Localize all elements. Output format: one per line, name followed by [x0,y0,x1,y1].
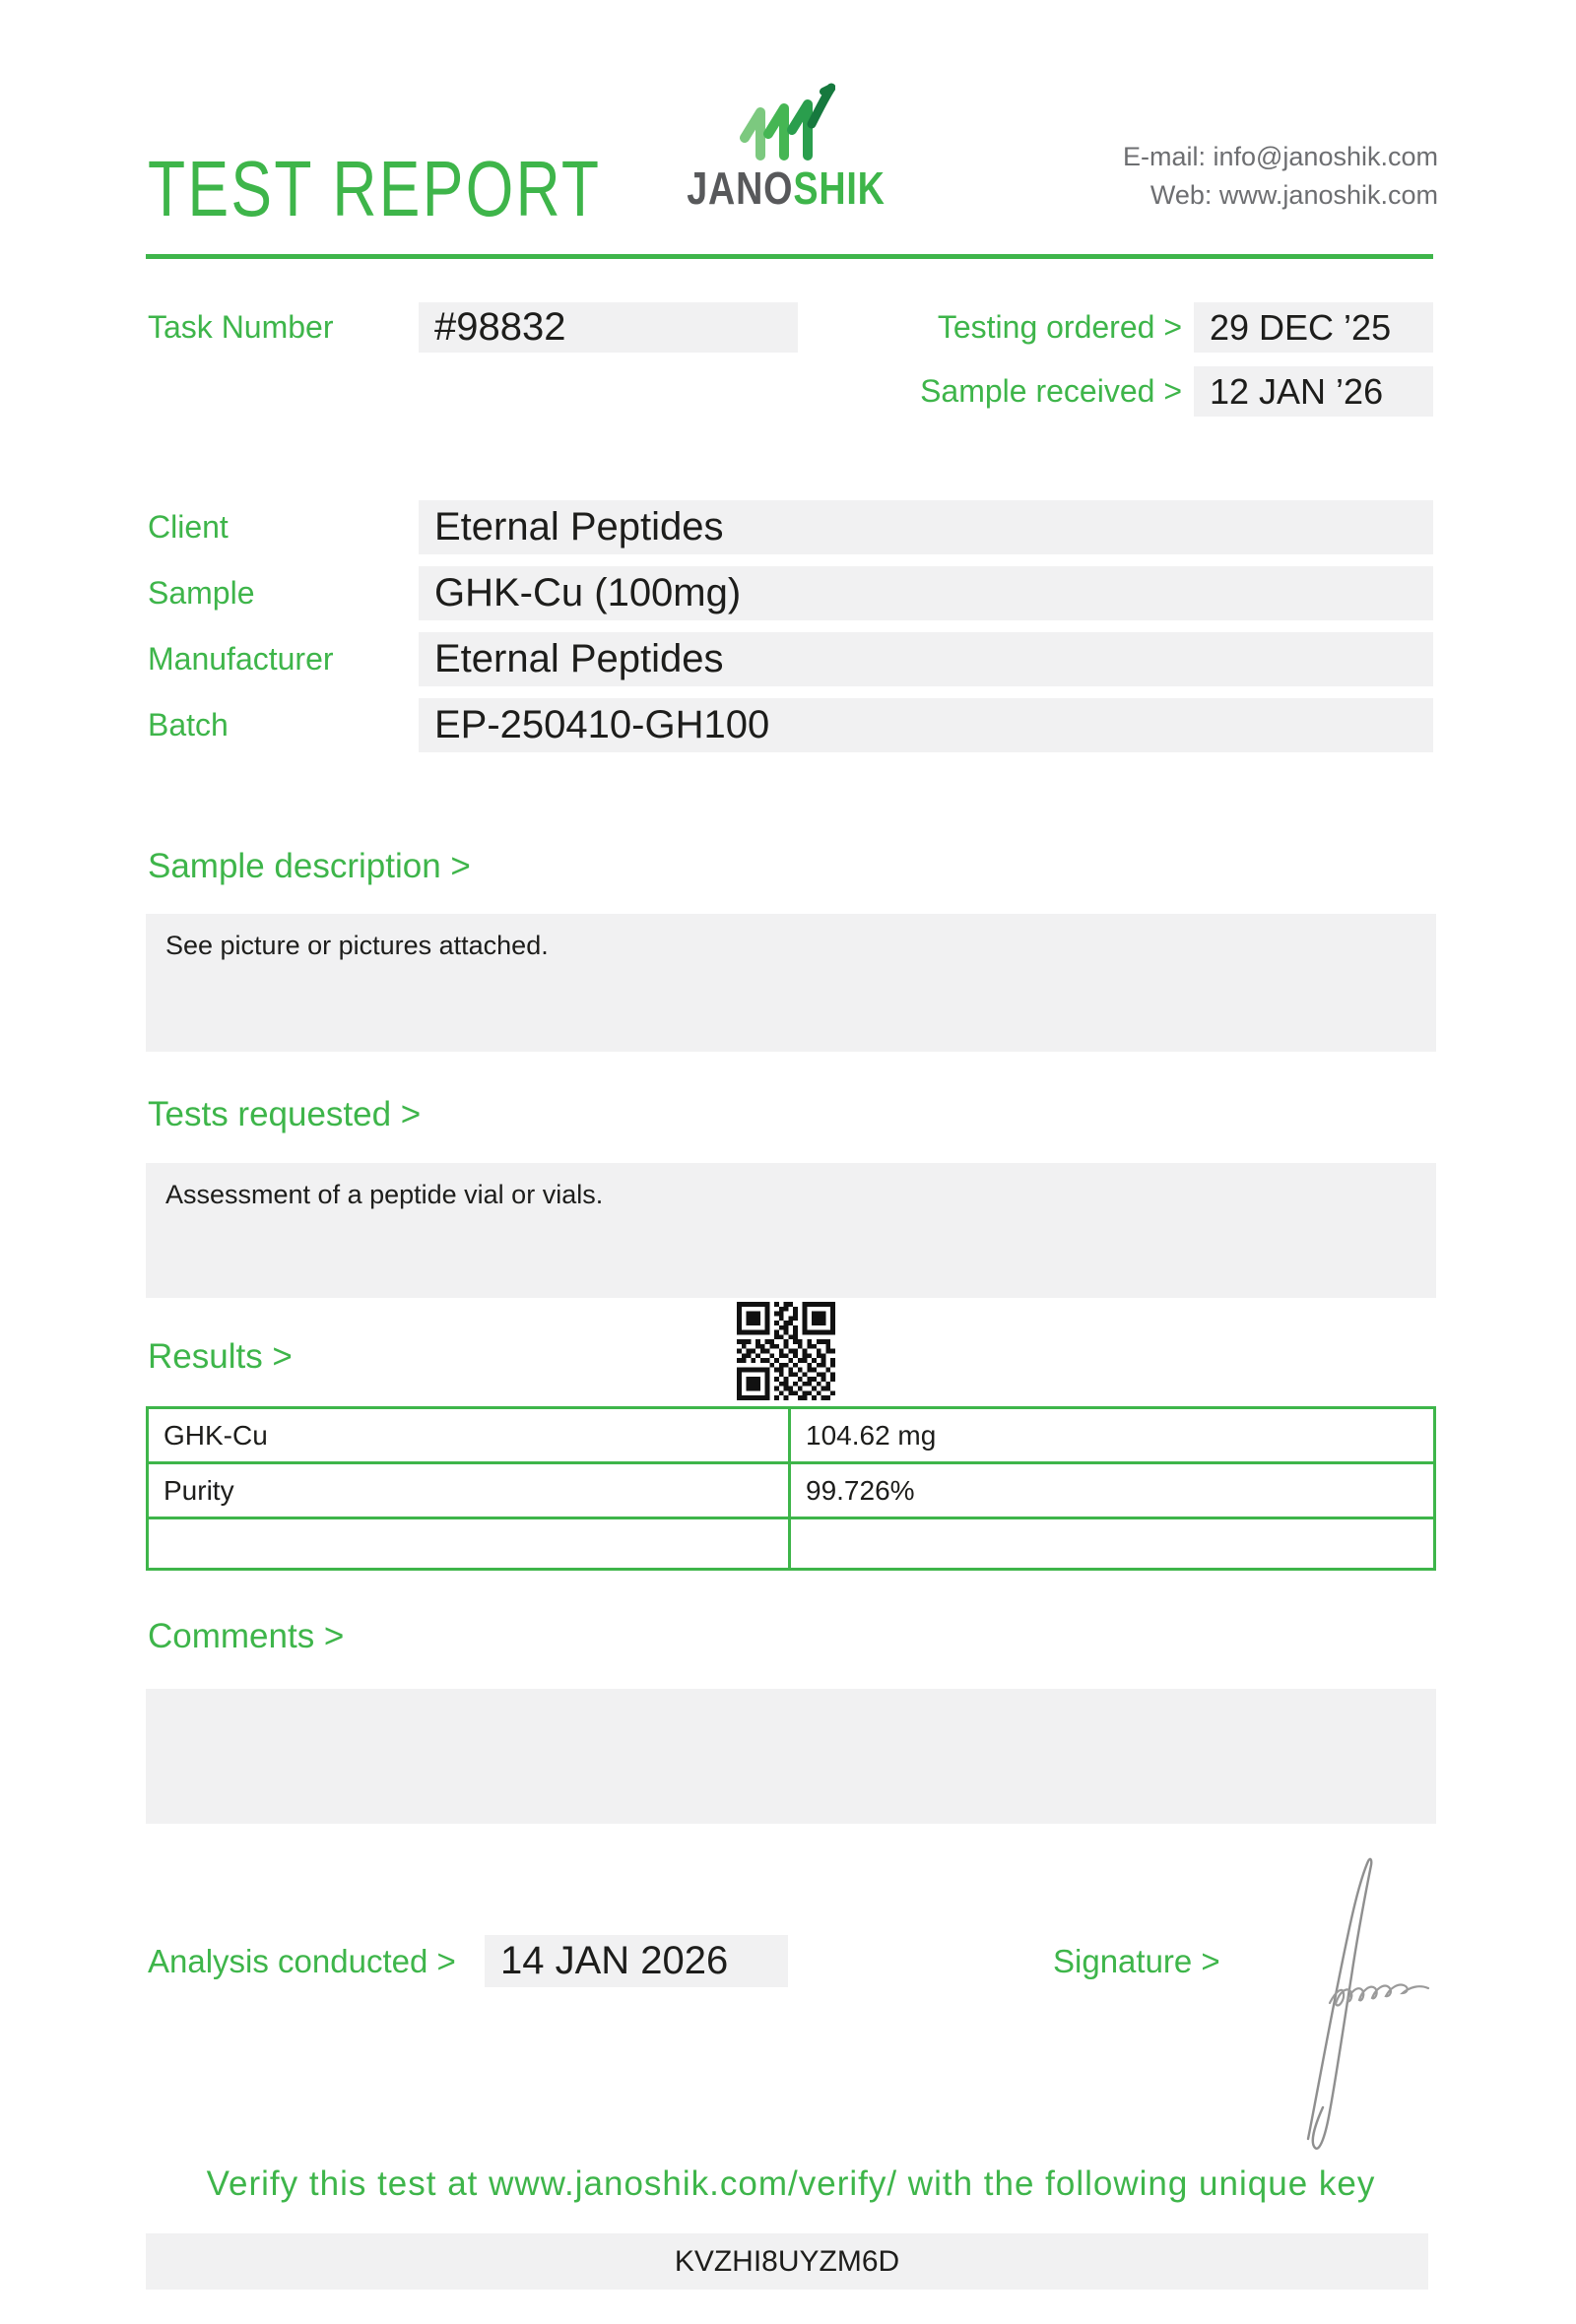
sample-received-label: Sample received > [920,373,1182,409]
table-row [149,1409,1433,1464]
manufacturer-label: Manufacturer [148,641,334,677]
contact-info [1123,138,1438,215]
table-row [149,1464,1433,1519]
task-number-value: #98832 [419,302,798,353]
signature-label: Signature > [1053,1943,1220,1979]
page-title: TEST REPORT [148,145,602,232]
brand-part-jano: JANO [687,162,794,214]
sample-description-box: See picture or pictures attached. [146,914,1436,1052]
manufacturer-value: Eternal Peptides [419,632,1433,686]
batch-value: EP-250410-GH100 [419,698,1433,752]
sample-label: Sample [148,575,255,611]
signature-handwriting [1271,1843,1473,2161]
sample-description-heading: Sample description > [148,847,471,885]
testing-ordered-label: Testing ordered > [937,309,1182,345]
comments-heading: Comments > [148,1617,345,1655]
sample-received-value: 12 JAN ’26 [1194,366,1433,417]
verify-instruction: Verify this test at www.janoshik.com/verify/ with the following unique key [206,2164,1376,2203]
client-label: Client [148,509,229,545]
brand-part-shik: SHIK [793,162,886,214]
task-number-label: Task Number [148,309,334,345]
result-name: Purity [149,1464,791,1517]
result-value: 99.726% [806,1474,915,1506]
sample-value: GHK-Cu (100mg) [419,566,1433,620]
verify-key: KVZHI8UYZM6D [146,2233,1428,2290]
result-name: GHK-Cu [149,1409,791,1461]
comments-box [146,1689,1436,1824]
tests-requested-heading: Tests requested > [148,1095,422,1133]
result-value [791,1519,1433,1568]
qr-code [737,1302,835,1400]
tests-requested-box: Assessment of a peptide vial or vials. [146,1163,1436,1298]
brand-wordmark [681,161,890,215]
result-name [149,1519,791,1568]
logo-chart-icon [737,83,835,163]
header-divider [146,254,1433,259]
table-row [149,1519,1433,1568]
result-value: 104.62 mg [806,1419,937,1451]
client-value: Eternal Peptides [419,500,1433,554]
contact-email-line: E-mail: info@janoshik.com [1122,142,1438,171]
results-table [146,1406,1436,1571]
analysis-conducted-label: Analysis conducted > [148,1943,456,1979]
analysis-conducted-value: 14 JAN 2026 [485,1935,788,1987]
batch-label: Batch [148,707,229,742]
results-heading: Results > [148,1337,293,1376]
contact-web-line: Web: www.janoshik.com [1149,180,1438,210]
testing-ordered-value: 29 DEC ’25 [1194,302,1433,353]
